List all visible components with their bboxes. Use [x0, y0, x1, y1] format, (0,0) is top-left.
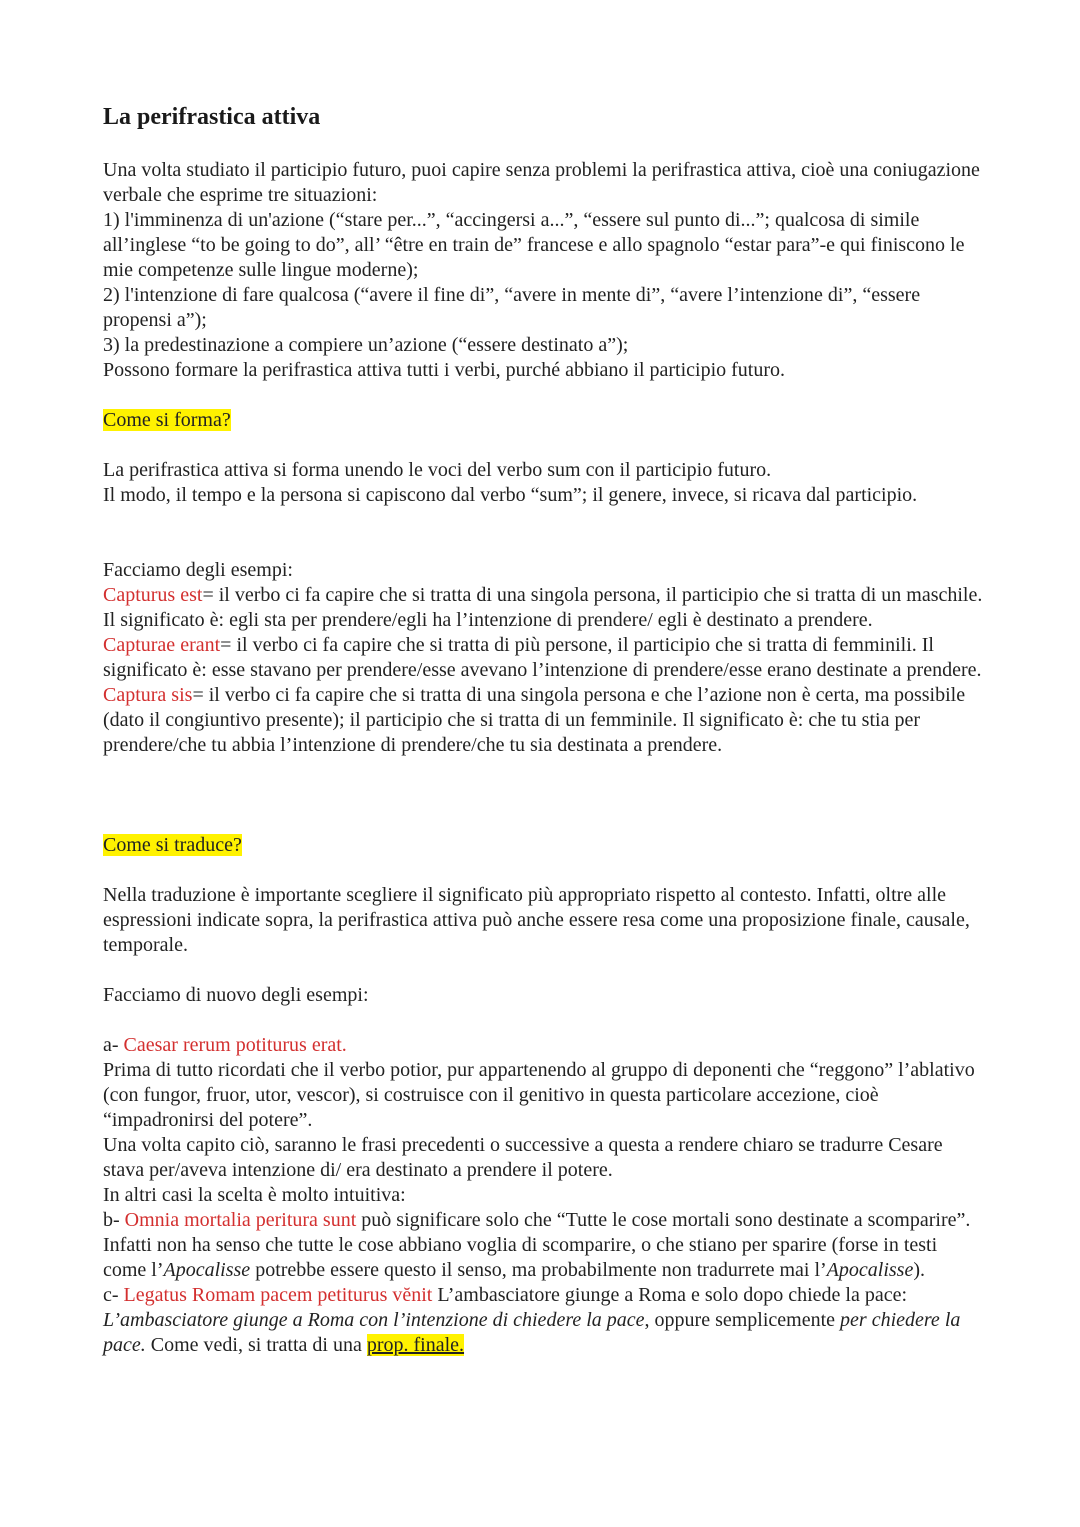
- examples-section-2: [103, 1033, 983, 1358]
- italic-text: L’ambasciatore giunge a Roma con l’intenzione di chiedere la pace: [103, 1309, 645, 1331]
- examples-section-1: [103, 558, 983, 758]
- intro-conclusion: Possono formare la perifrastica attiva tutti i verbi, purché abbiano il participio futuro.: [103, 359, 786, 381]
- intro-section: [103, 158, 983, 383]
- forma-paragraph-2: Il modo, il tempo e la persona si capiscono dal verbo “sum”; il genere, invece, si ricava dal participio.: [103, 484, 918, 506]
- forma-section: [103, 458, 983, 508]
- example-a-explanation-2: Una volta capito ciò, saranno le frasi precedenti o successive a questa a rendere chiaro se tradurre Cesare stava per/aveva intenzione di/ era destinato a prendere il potere.: [103, 1134, 943, 1181]
- example-b: [103, 1208, 983, 1283]
- example-explanation: = il verbo ci fa capire che si tratta di più persone, il participio che si tratta di femminili. Il significato è: esse stavano per prendere/esse avevano l’intenzione di prendere/esse erano destinate a prendere.: [103, 634, 982, 681]
- heading-traduce: [103, 833, 983, 858]
- latin-phrase: Omnia mortalia peritura sunt: [124, 1209, 357, 1231]
- examples-intro-2: [103, 983, 983, 1008]
- page-title: La perifrastica attiva: [103, 104, 321, 130]
- example-text: ).: [913, 1259, 925, 1281]
- example-explanation: = il verbo ci fa capire che si tratta di una singola persona, il participio che si tratta di un maschile. Il significato è: egli sta per prendere/egli ha l’intenzione di prendere/ egli è destinato a prendere.: [103, 584, 983, 631]
- example-prefix: c-: [103, 1284, 124, 1306]
- example-2: [103, 633, 983, 683]
- italic-text: Apocalisse: [826, 1259, 914, 1281]
- intro-point-2: 2) l'intenzione di fare qualcosa (“avere il fine di”, “avere in mente di”, “avere l’intenzione di”, “essere propensi a”);: [103, 284, 921, 331]
- example-text: L’ambasciatore giunge a Roma e solo dopo chiede la pace:: [432, 1284, 908, 1306]
- example-1: [103, 583, 983, 633]
- intro-point-1: 1) l'imminenza di un'azione (“stare per...”, “accingersi a...”, “essere sul punto di...”; qualcosa di simile all’inglese “to be going to do”, all’ “être en train de” francese e allo spagnolo “estar para”-e qui finiscono le mie competenze sulle lingue moderne);: [103, 209, 965, 281]
- latin-phrase: Caesar rerum potiturus erat.: [123, 1034, 347, 1056]
- example-prefix: b-: [103, 1209, 125, 1231]
- example-a: [103, 1033, 983, 1058]
- traduce-section: [103, 883, 983, 958]
- italic-text: Apocalisse: [163, 1259, 251, 1281]
- forma-paragraph-1: La perifrastica attiva si forma unendo le voci del verbo sum con il participio futuro.: [103, 459, 772, 481]
- example-prefix: a-: [103, 1034, 124, 1056]
- example-text: Come vedi, si tratta di una: [145, 1334, 367, 1356]
- traduce-paragraph: Nella traduzione è importante scegliere il significato più appropriato rispetto al contesto. Infatti, oltre alle espressioni indicate sopra, la perifrastica attiva può anche essere resa come una proposizione finale, causale, temporale.: [103, 884, 970, 956]
- section-heading-highlighted: Come si forma?: [103, 409, 231, 431]
- examples-intro: Facciamo di nuovo degli esempi:: [103, 984, 369, 1006]
- intro-paragraph: Una volta studiato il participio futuro, puoi capire senza problemi la perifrastica attiva, cioè una coniugazione verbale che esprime tre situazioni:: [103, 159, 980, 206]
- italic-text: per chiedere la pace.: [103, 1309, 961, 1356]
- example-a-explanation-1: Prima di tutto ricordati che il verbo potior, pur appartenendo al gruppo di deponenti che “reggono” l’ablativo (con fungor, fruor, utor, vescor), si costruisce con il genitivo in questa particolare accezione, cioè “impadronirsi del potere”.: [103, 1059, 975, 1131]
- example-text: potrebbe essere questo il senso, ma probabilmente non tradurrete mai l’: [250, 1259, 827, 1281]
- highlighted-term: prop. finale.: [366, 1334, 465, 1356]
- heading-forma: [103, 408, 983, 433]
- example-text: , oppure semplicemente: [644, 1309, 841, 1331]
- example-c: [103, 1283, 983, 1358]
- intro-point-3: 3) la predestinazione a compiere un’azione (“essere destinato a”);: [103, 334, 629, 356]
- latin-phrase: Captura sis: [103, 684, 193, 706]
- example-a-explanation-3: In altri casi la scelta è molto intuitiva:: [103, 1184, 406, 1206]
- section-heading-highlighted: Come si traduce?: [103, 834, 242, 856]
- latin-phrase: Capturae erant: [103, 634, 221, 656]
- example-3: [103, 683, 983, 758]
- examples-intro: Facciamo degli esempi:: [103, 559, 293, 581]
- latin-phrase: Legatus Romam pacem petiturus vĕnit: [123, 1284, 433, 1306]
- example-explanation: = il verbo ci fa capire che si tratta di una singola persona e che l’azione non è certa, ma possibile (dato il congiuntivo presente); il participio che si tratta di un femminile. Il significato è: che tu stia per prendere/che tu abbia l’intenzione di prendere/che tu sia destinata a prendere.: [103, 684, 966, 756]
- example-text: può significare solo che “Tutte le cose mortali sono destinate a scomparire”. Infatti non ha senso che tutte le cose abbiano voglia di scomparire, o che stiano per sparire (forse in testi come l’: [103, 1209, 971, 1281]
- latin-phrase: Capturus est: [103, 584, 203, 606]
